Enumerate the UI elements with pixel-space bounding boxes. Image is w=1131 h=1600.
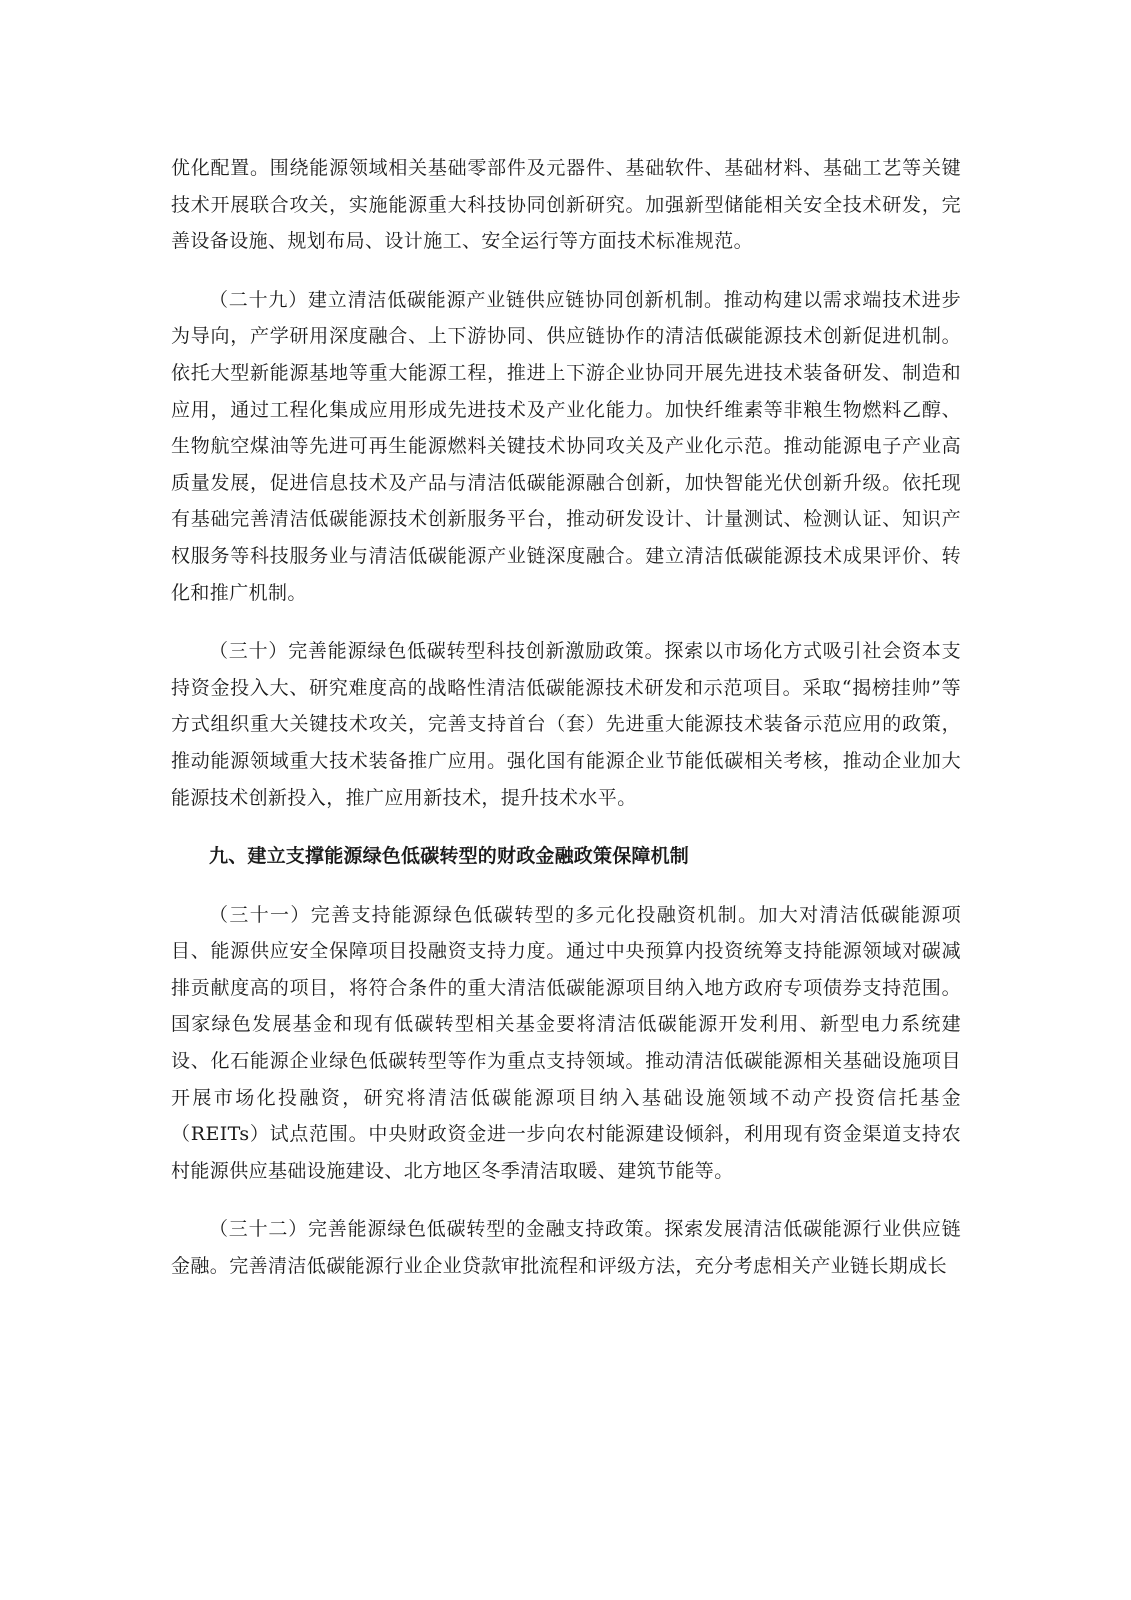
section-heading-9: 九、建立支撑能源绿色低碳转型的财政金融政策保障机制 bbox=[209, 845, 690, 868]
paragraph-clause-29: （二十九）建立清洁低碳能源产业链供应链协同创新机制。推动构建以需求端技术进步为导向，产学研用深度融合、上下游协同、供应链协作的清洁低碳能源技术创新促进机制。依托大型新能源基地等重大能源工程，推进上下游企业协同开展先进技术装备研发、制造和应用，通过工程化集成应用形成先进技术及产业化能力。加快纤维素等非粮生物燃料乙醇、生物航空煤油等先进可再生能源燃料关键技术协同攻关及产业化示范。推动能源电子产业高质量发展，促进信息技术及产品与清洁低碳能源融合创新，加快智能光伏创新升级。依托现有基础完善清洁低碳能源技术创新服务平台，推动研发设计、计量测试、检测认证、知识产权服务等科技服务业与清洁低碳能源产业链深度融合。建立清洁低碳能源技术成果评价、转化和推广机制。 bbox=[171, 288, 961, 604]
paragraph-continued: 优化配置。围绕能源领域相关基础零部件及元器件、基础软件、基础材料、基础工艺等关键技术开展联合攻关，实施能源重大科技协同创新研究。加强新型储能相关安全技术研发，完善设备设施、规划布局、设计施工、安全运行等方面技术标准规范。 bbox=[171, 157, 961, 253]
paragraph-clause-31: （三十一）完善支持能源绿色低碳转型的多元化投融资机制。加大对清洁低碳能源项目、能源供应安全保障项目投融资支持力度。通过中央预算内投资统筹支持能源领域对碳减排贡献度高的项目，将符合条件的重大清洁低碳能源项目纳入地方政府专项债券支持范围。国家绿色发展基金和现有低碳转型相关基金要将清洁低碳能源开发利用、新型电力系统建设、化石能源企业绿色低碳转型等作为重点支持领域。推动清洁低碳能源相关基础设施项目开展市场化投融资，研究将清洁低碳能源项目纳入基础设施领域不动产投资信托基金（REITs）试点范围。中央财政资金进一步向农村能源建设倾斜，利用现有资金渠道支持农村能源供应基础设施建设、北方地区冬季清洁取暖、建筑节能等。 bbox=[171, 903, 961, 1182]
document-body bbox=[171, 150, 961, 1307]
paragraph-clause-30: （三十）完善能源绿色低碳转型科技创新激励政策。探索以市场化方式吸引社会资本支持资金投入大、研究难度高的战略性清洁低碳能源技术研发和示范项目。采取“揭榜挂帅”等方式组织重大关键技术攻关，完善支持首台（套）先进重大能源技术装备示范应用的政策，推动能源领域重大技术装备推广应用。强化国有能源企业节能低碳相关考核，推动企业加大能源技术创新投入，推广应用新技术，提升技术水平。 bbox=[171, 640, 961, 809]
paragraph-clause-32: （三十二）完善能源绿色低碳转型的金融支持政策。探索发展清洁低碳能源行业供应链金融。完善清洁低碳能源行业企业贷款审批流程和评级方法，充分考虑相关产业链长期成长 bbox=[171, 1218, 961, 1278]
